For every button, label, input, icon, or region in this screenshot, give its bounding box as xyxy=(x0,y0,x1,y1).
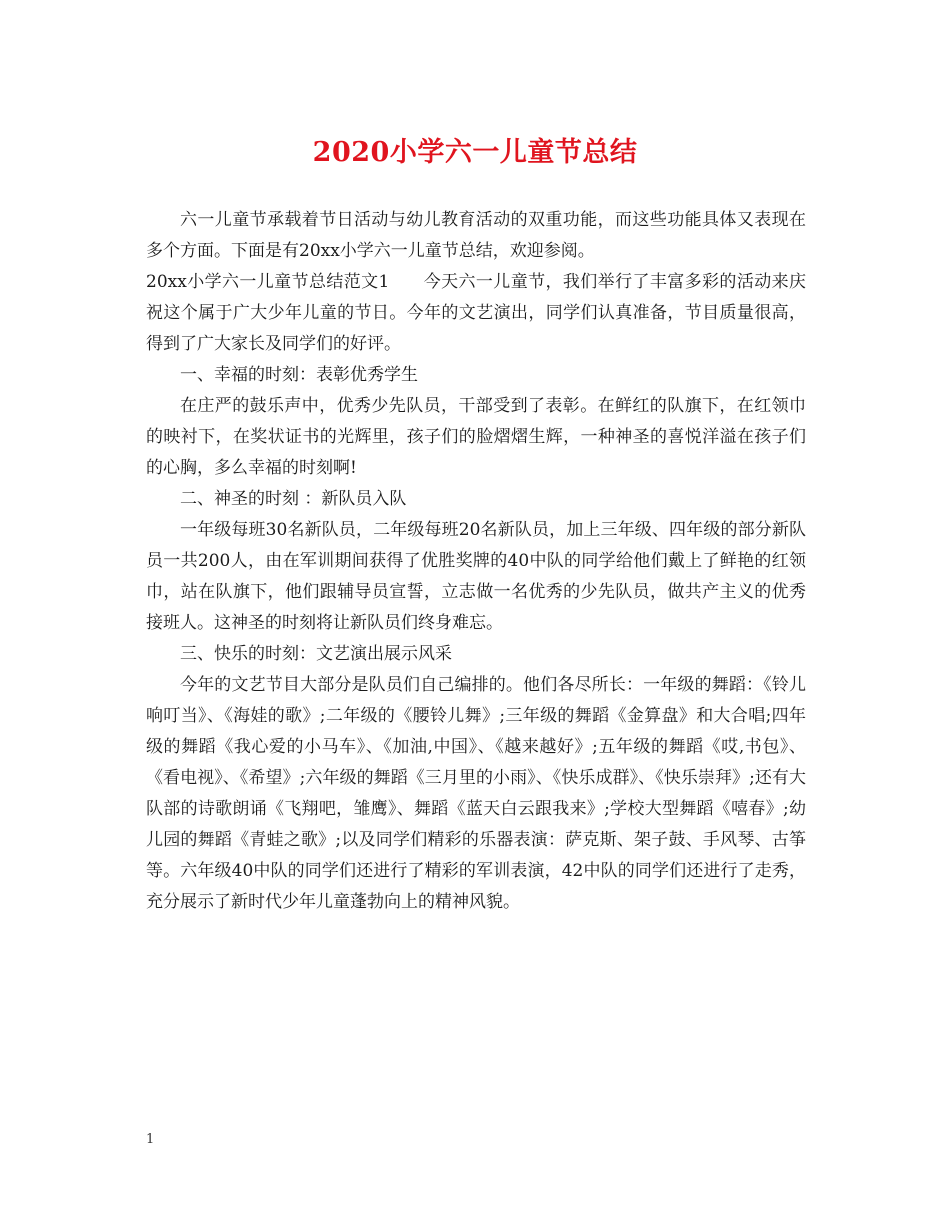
document-title: 2020小学六一儿童节总结 xyxy=(312,137,638,168)
section-paragraph-1: 在庄严的鼓乐声中，优秀少先队员，干部受到了表彰。在鲜红的队旗下，在红领巾的映衬下，在奖状证书的光辉里，孩子们的脸熠熠生辉，一种神圣的喜悦洋溢在孩子们的心胸，多么幸福的时刻啊! xyxy=(146,396,806,478)
section-paragraph-3: 今年的文艺节目大部分是队员们自己编排的。他们各尽所长：一年级的舞蹈：《铃儿响叮当》、《海娃的歌》;二年级的《腰铃儿舞》;三年级的舞蹈《金算盘》和大合唱;四年级的舞蹈《我心爱的小马车》、《加油,中国》、《越来越好》;五年级的舞蹈《哎,书包》、《看电视》、《希望》;六年级的舞蹈《三月里的小雨》、《快乐成群》、《快乐崇拜》;还有大队部的诗歌朗诵《飞翔吧，雏鹰》、舞蹈《蓝天白云跟我来》;学校大型舞蹈《嘻春》;幼儿园的舞蹈《青蛙之歌》;以及同学们精彩的乐器表演：萨克斯、架子鼓、手风琴、古筝等。六年级40中队的同学们还进行了精彩的军训表演，42中队的同学们还进行了走秀，充分展示了新时代少年儿童蓬勃向上的精神风貌。 xyxy=(146,675,806,912)
section-paragraph-2: 一年级每班30名新队员，二年级每班20名新队员，加上三年级、四年级的部分新队员一共200人，由在军训期间获得了优胜奖牌的40中队的同学给他们戴上了鲜艳的红领巾，站在队旗下，他们跟辅导员宣誓，立志做一名优秀的少先队员，做共产主义的优秀接班人。这神圣的时刻将让新队员们终身难忘。 xyxy=(146,520,806,633)
sample-paragraph xyxy=(146,267,806,360)
sample-heading: 20xx小学六一儿童节总结范文1 xyxy=(146,272,390,292)
page-number: 1 xyxy=(146,1132,155,1147)
section-heading-3: 三、快乐的时刻：文艺演出展示风采 xyxy=(180,644,452,664)
section-heading-2: 二、神圣的时刻 ：新队员入队 xyxy=(180,489,407,509)
sample-intro: 今天六一儿童节，我们举行了丰富多彩的活动来庆祝这个属于广大少年儿童的节日。今年的文艺演出，同学们认真准备，节目质量很高，得到了广大家长及同学们的好评。 xyxy=(146,272,806,354)
document-body xyxy=(146,205,806,918)
section-heading-1: 一、幸福的时刻：表彰优秀学生 xyxy=(180,365,418,385)
intro-paragraph: 六一儿童节承载着节日活动与幼儿教育活动的双重功能，而这些功能具体又表现在多个方面。下面是有20xx小学六一儿童节总结，欢迎参阅。 xyxy=(146,210,806,261)
